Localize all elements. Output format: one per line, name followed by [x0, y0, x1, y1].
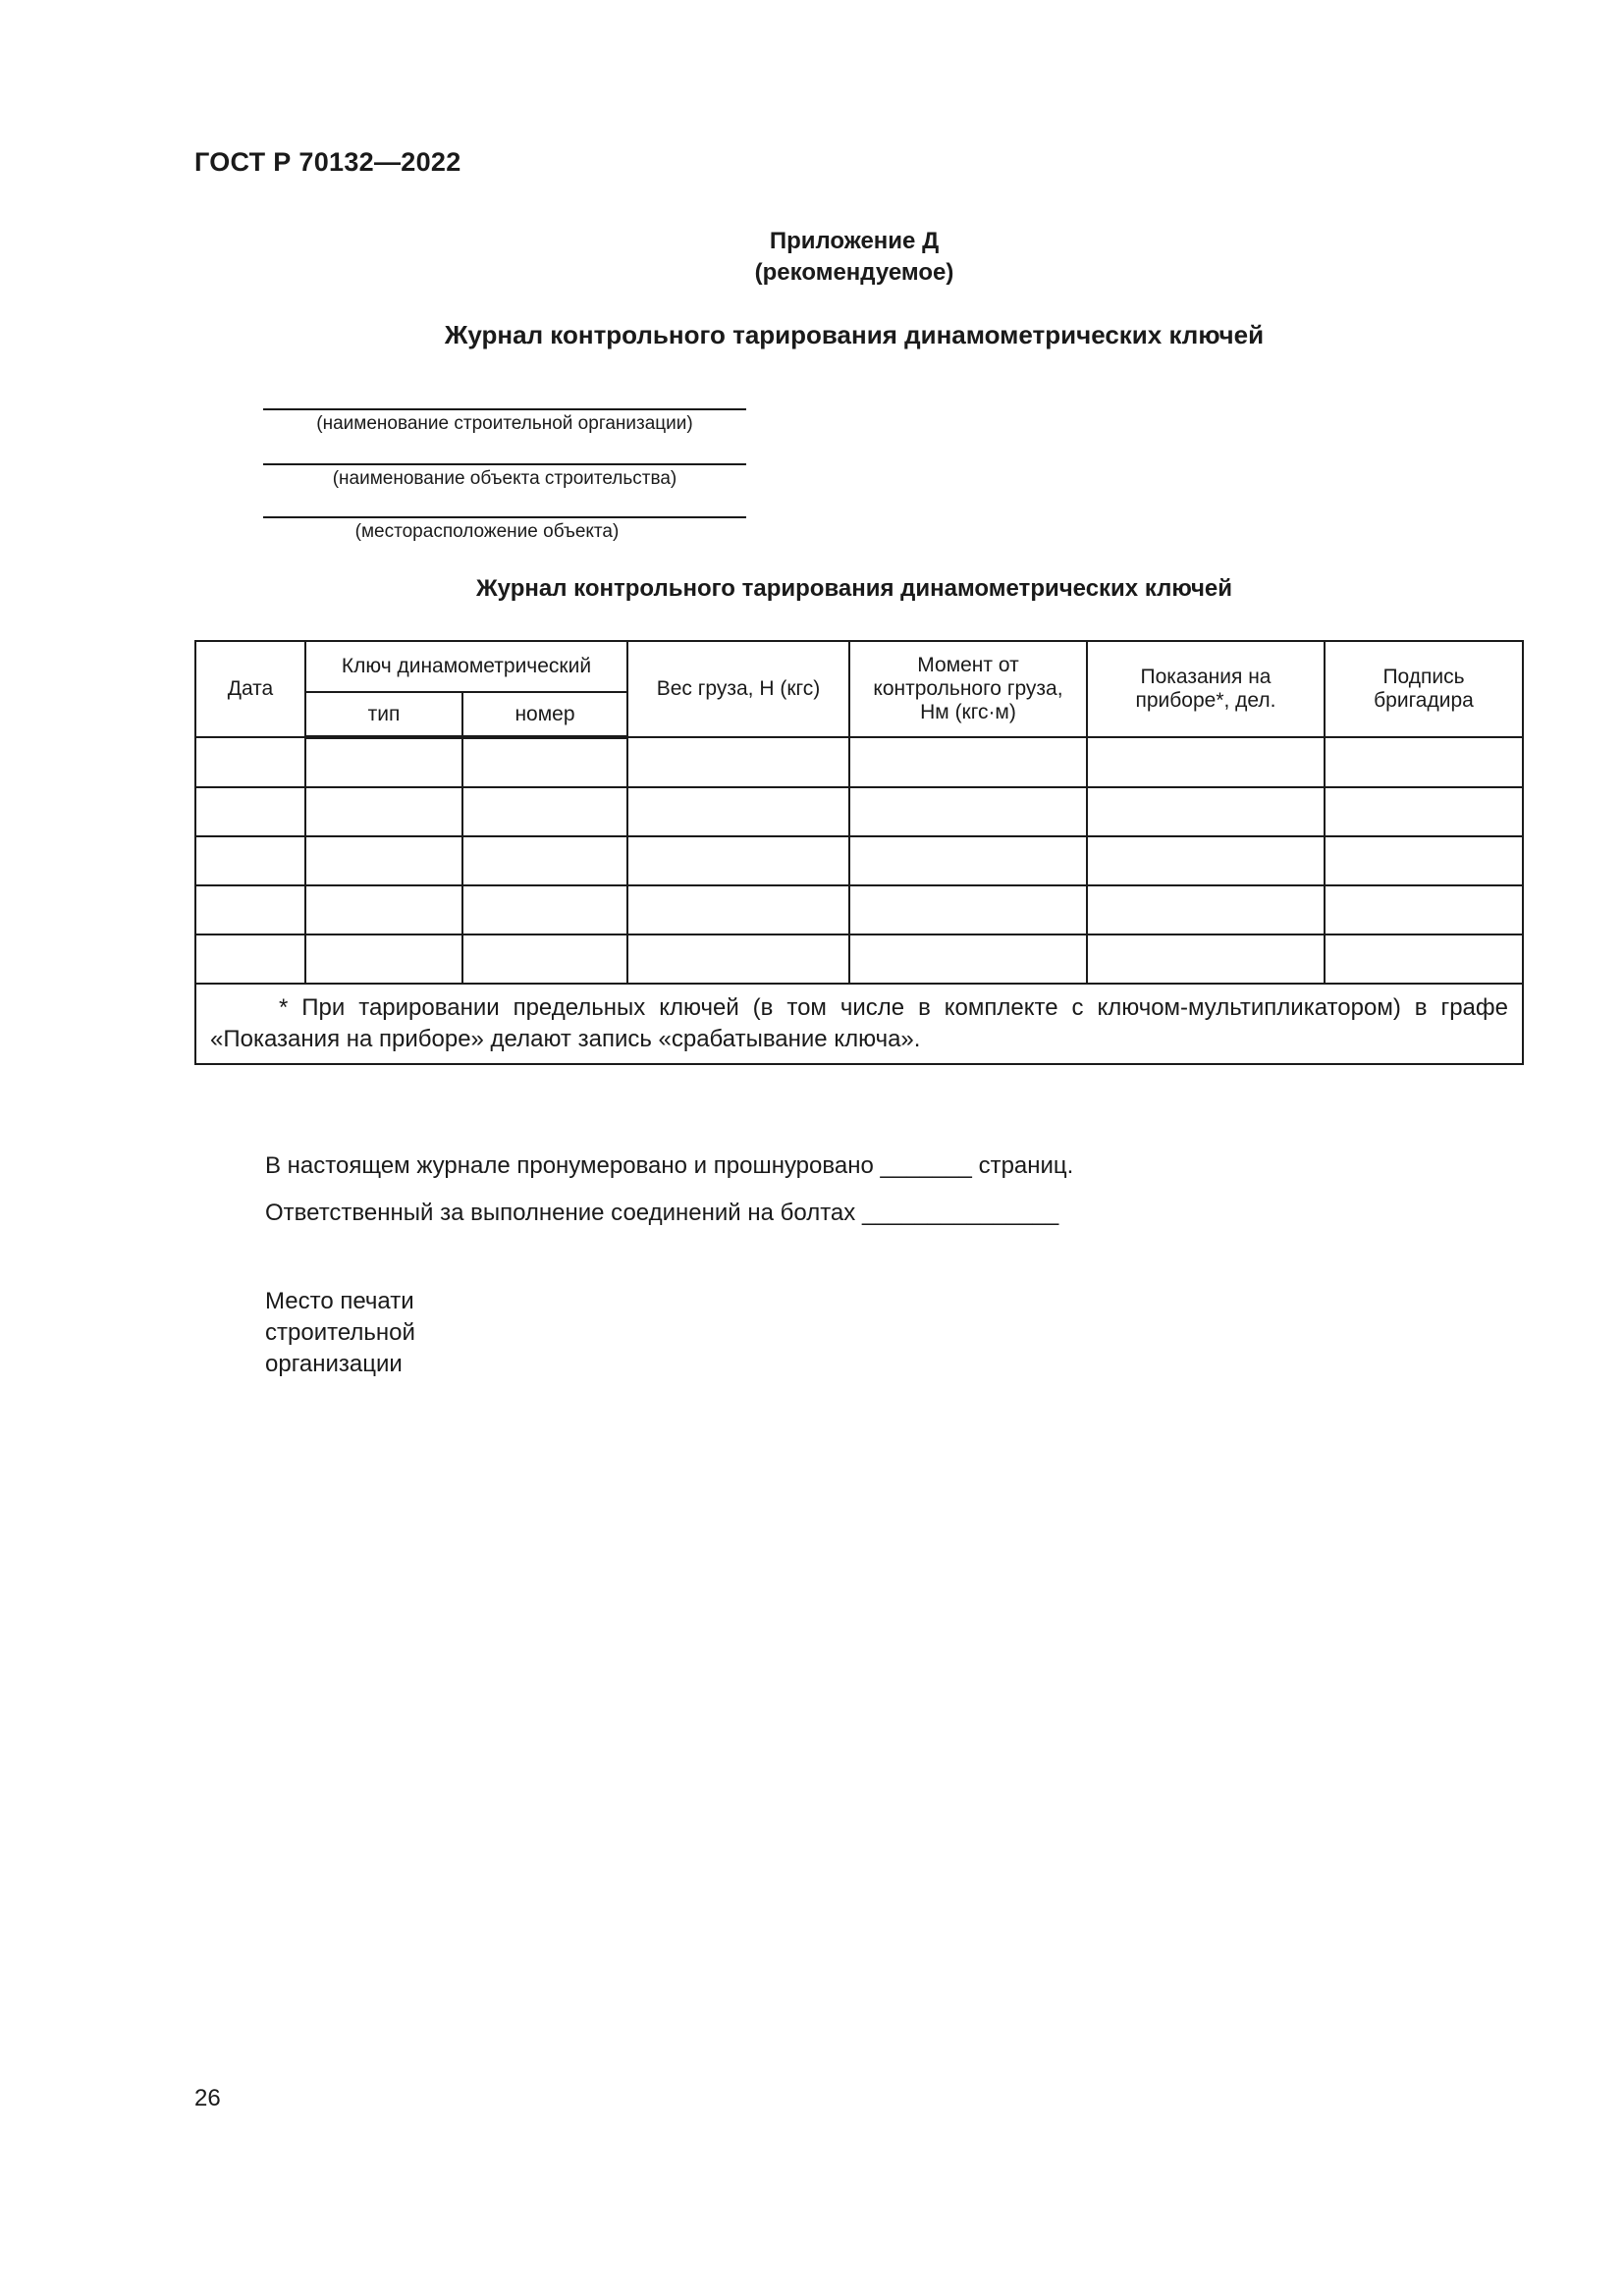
table-cell	[305, 934, 462, 984]
object-location-line	[263, 516, 746, 518]
table-cell	[1087, 934, 1325, 984]
main-title: Журнал контрольного тарирования динамометрических ключей	[444, 320, 1265, 349]
table-title: Журнал контрольного тарирования динамометрических ключей	[475, 575, 1232, 602]
table-row	[195, 934, 1523, 984]
stamp-line: Место печати	[265, 1288, 414, 1314]
table-footnote: * При тарировании предельных ключей (в том числе в комплекте с ключом-мультипликатором) в графе «Показания на приборе» делают запись «срабатывание ключа».	[195, 984, 1523, 1064]
table-cell	[195, 836, 305, 885]
calibration-journal-table	[194, 640, 1524, 1065]
table-row	[195, 836, 1523, 885]
header-date: Дата	[195, 641, 305, 737]
header-key-group: Ключ динамометрический	[305, 641, 627, 692]
header-weight: Вес груза, Н (кгс)	[627, 641, 849, 737]
table-cell	[627, 885, 849, 934]
header-moment: Момент от контрольного груза, Нм (кгс·м)	[849, 641, 1087, 737]
table-cell	[1325, 836, 1523, 885]
table-cell	[1087, 885, 1325, 934]
table-cell	[849, 934, 1087, 984]
table-cell	[305, 737, 462, 787]
table-cell	[1325, 737, 1523, 787]
header-readings: Показания на приборе*, дел.	[1087, 641, 1325, 737]
table-cell	[1325, 885, 1523, 934]
table-cell	[195, 934, 305, 984]
page-number: 26	[194, 2085, 221, 2111]
pages-count-statement: В настоящем журнале пронумеровано и прошнуровано _______ страниц.	[265, 1152, 1074, 1179]
object-name-line	[263, 463, 746, 465]
stamp-place	[265, 1286, 415, 1380]
table-row	[195, 787, 1523, 836]
responsible-person-statement: Ответственный за выполнение соединений на болтах _______________	[265, 1200, 1059, 1226]
table-cell	[849, 737, 1087, 787]
organization-name-line	[263, 408, 746, 410]
table-cell	[849, 787, 1087, 836]
header-key-number: номер	[462, 692, 627, 737]
table-cell	[849, 836, 1087, 885]
table-cell	[462, 787, 627, 836]
table-cell	[627, 934, 849, 984]
table-cell	[462, 737, 627, 787]
table-cell	[462, 934, 627, 984]
table-cell	[1325, 787, 1523, 836]
table-cell	[1087, 787, 1325, 836]
table-cell	[1325, 934, 1523, 984]
appendix-title: Приложение Д	[769, 228, 940, 254]
table-cell	[627, 787, 849, 836]
organization-name-caption: (наименование строительной организации)	[316, 413, 693, 434]
table-cell	[195, 885, 305, 934]
table-cell	[195, 787, 305, 836]
header-signature: Подпись бригадира	[1325, 641, 1523, 737]
appendix-status: (рекомендуемое)	[754, 259, 954, 286]
table-cell	[627, 737, 849, 787]
table-cell	[305, 787, 462, 836]
table-cell	[849, 885, 1087, 934]
table-cell	[627, 836, 849, 885]
object-location-caption: (месторасположение объекта)	[354, 521, 620, 542]
table-cell	[195, 737, 305, 787]
table-cell	[462, 885, 627, 934]
table-row	[195, 885, 1523, 934]
table-cell	[305, 885, 462, 934]
stamp-line: организации	[265, 1351, 403, 1377]
table-row	[195, 737, 1523, 787]
document-code: ГОСТ Р 70132—2022	[194, 147, 461, 177]
object-name-caption: (наименование объекта строительства)	[332, 468, 677, 489]
table-cell	[462, 836, 627, 885]
table-cell	[305, 836, 462, 885]
header-key-type: тип	[305, 692, 462, 737]
table-cell	[1087, 836, 1325, 885]
stamp-line: строительной	[265, 1319, 415, 1346]
table-cell	[1087, 737, 1325, 787]
